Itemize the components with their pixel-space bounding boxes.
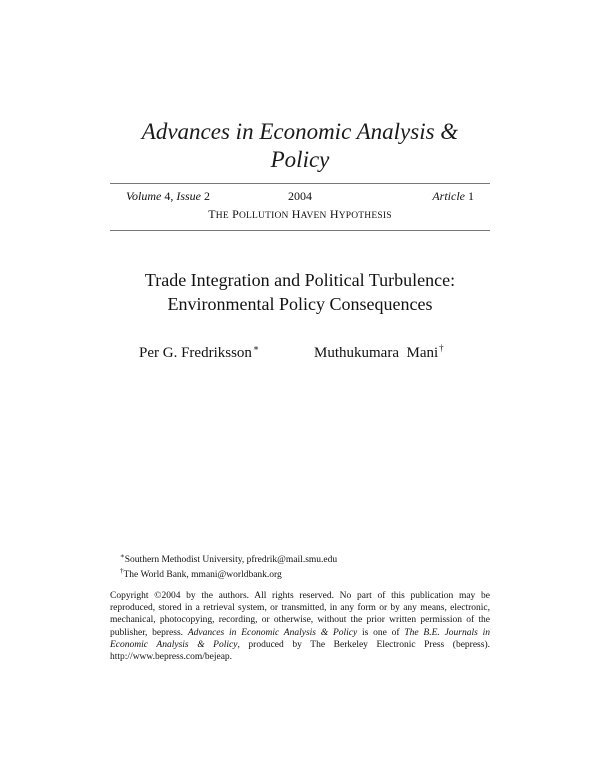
author-name: Muthukumara Mani bbox=[314, 345, 439, 361]
article-number: Article 1 bbox=[432, 189, 474, 203]
author-1 bbox=[139, 339, 259, 362]
bottom-rule bbox=[110, 230, 490, 231]
special-issue-title: THE POLLUTION HAVEN HYPOTHESIS bbox=[208, 207, 392, 221]
journal-title bbox=[0, 118, 600, 174]
copyright-notice: Copyright ©2004 by the authors. All rights reserved. No part of this publication may be reproduced, stored in a retrieval system, or transmitted, in any form or by any means, electronic, mechanical, photocopying, recording, or otherwise, without the prior written permission of the publisher, bepress. Advances in Economic Analysis & Policy is one of The B.E. Journals in Economic Analysis & Policy, produced by The Berkeley Electronic Press (bepress). http://www.bepress.com/bejeap. bbox=[110, 591, 491, 663]
author-affiliation-mark: † bbox=[439, 343, 444, 353]
author-name: Per G. Fredriksson bbox=[139, 345, 252, 361]
journal-title-line1: Advances in Economic Analysis & bbox=[141, 119, 459, 144]
footnote-2: †The World Bank, mmani@worldbank.org bbox=[120, 567, 282, 580]
journal-title-line2: Policy bbox=[270, 147, 330, 172]
paper-title bbox=[0, 268, 600, 316]
paper-title-line2: Environmental Policy Consequences bbox=[167, 294, 433, 314]
footnote-1: ∗Southern Methodist University, pfredrik@mail.smu.edu bbox=[120, 552, 338, 565]
paper-title-line1: Trade Integration and Political Turbulence: bbox=[144, 270, 456, 290]
author-affiliation-mark: ∗ bbox=[252, 343, 260, 353]
author-2 bbox=[314, 339, 444, 362]
volume-issue: Volume 4, Issue 2 bbox=[126, 189, 210, 203]
top-rule bbox=[110, 183, 490, 184]
publication-year: 2004 bbox=[288, 189, 312, 203]
